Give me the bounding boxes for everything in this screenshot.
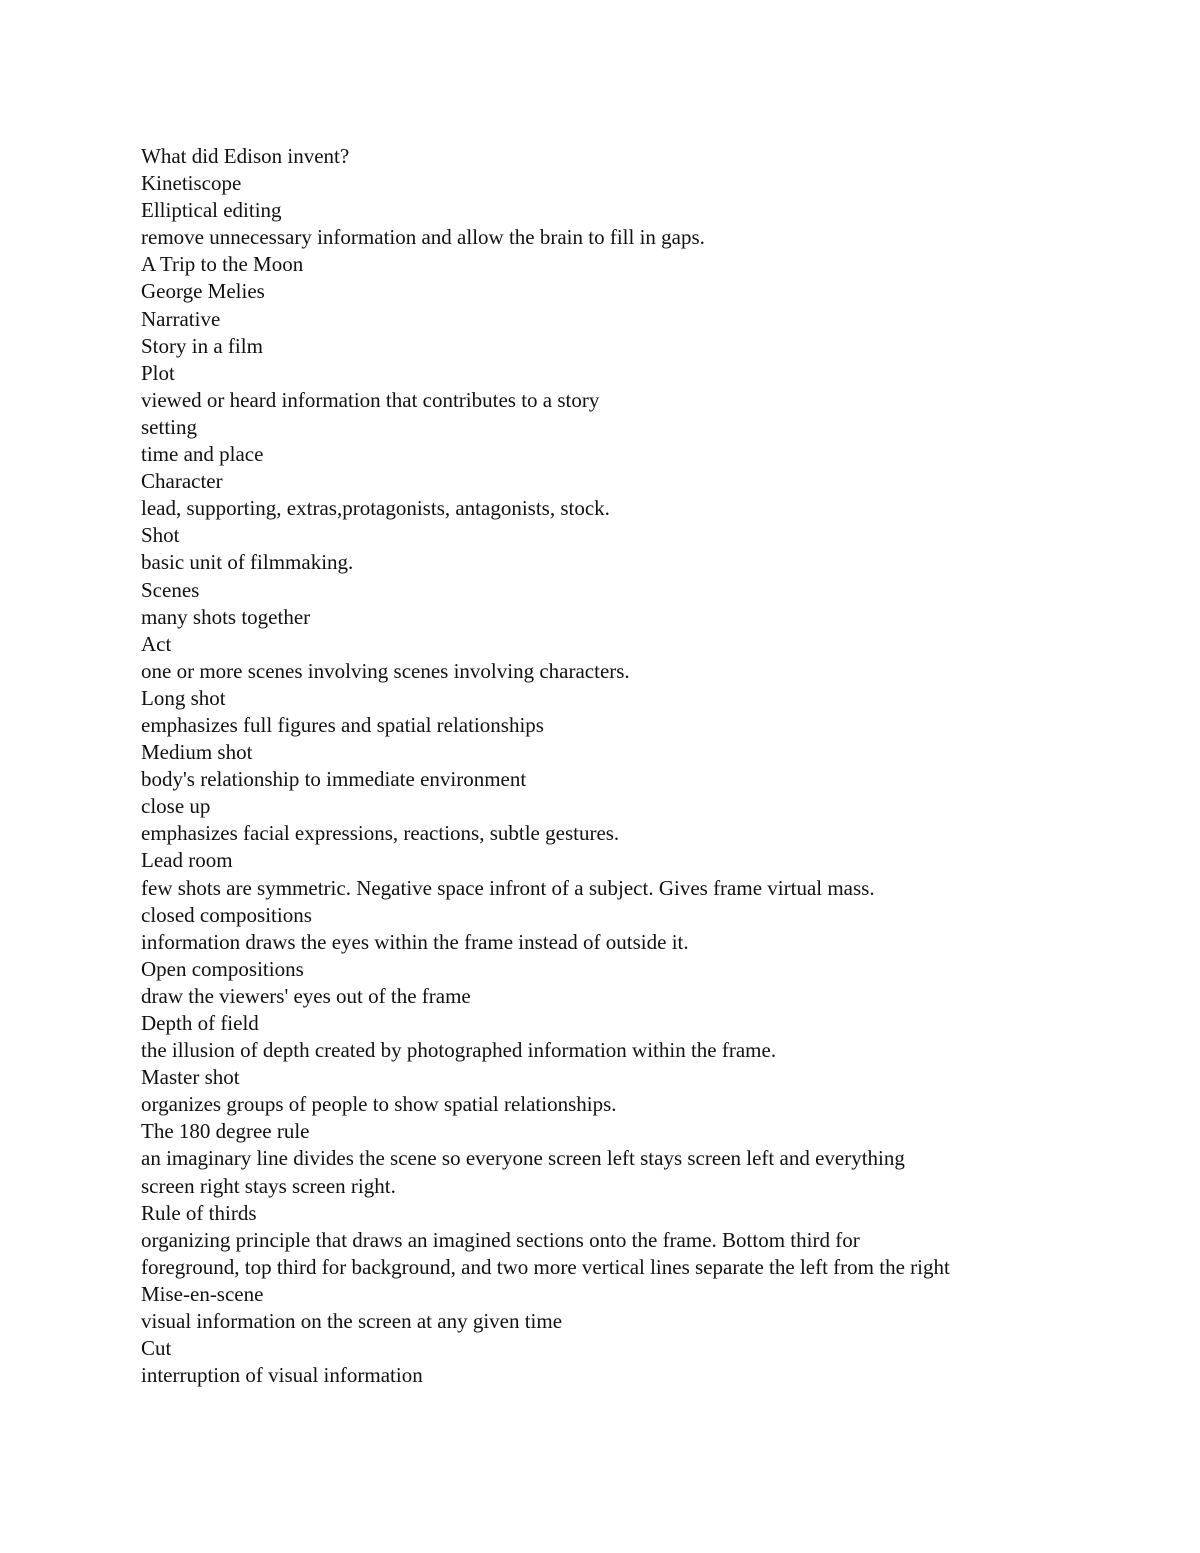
term-line: Mise-en-scene — [141, 1281, 264, 1306]
term-line: The 180 degree rule — [141, 1119, 310, 1144]
definition-line: viewed or heard information that contributes to a story — [141, 387, 600, 412]
definition-line: organizes groups of people to show spatial relationships. — [141, 1092, 617, 1117]
definition-line: information draws the eyes within the frame instead of outside it. — [141, 929, 689, 954]
definition-line: body's relationship to immediate environment — [141, 767, 527, 792]
term-line: closed compositions — [141, 902, 312, 927]
term-line: A Trip to the Moon — [141, 252, 304, 277]
definition-line: one or more scenes involving scenes involving characters. — [141, 658, 630, 683]
term-line: Act — [141, 631, 172, 656]
definition-line: George Melies — [141, 279, 265, 304]
definition-line: interruption of visual information — [141, 1363, 423, 1388]
definition-line: visual information on the screen at any given time — [141, 1309, 563, 1334]
definition-line: remove unnecessary information and allow the brain to fill in gaps. — [141, 225, 705, 250]
term-line: Elliptical editing — [141, 198, 282, 223]
term-line: Master shot — [141, 1065, 240, 1090]
definition-line: the illusion of depth created by photographed information within the frame. — [141, 1038, 777, 1063]
term-line: Depth of field — [141, 1011, 259, 1035]
term-line: Rule of thirds — [141, 1200, 257, 1225]
definition-line: basic unit of filmmaking. — [141, 550, 354, 575]
term-line: Scenes — [141, 577, 200, 602]
definition-line: organizing principle that draws an imagined sections onto the frame. Bottom third for — [141, 1227, 860, 1252]
term-line: Long shot — [141, 685, 226, 710]
term-line: Plot — [141, 360, 175, 385]
term-line: setting — [141, 414, 197, 439]
definition-line: Story in a film — [141, 333, 263, 358]
definition-line: time and place — [141, 442, 264, 467]
term-line: close up — [141, 794, 211, 819]
term-line: Narrative — [141, 306, 221, 331]
term-line: Lead room — [141, 848, 233, 873]
term-line: Medium shot — [141, 740, 253, 765]
document-body — [141, 143, 1081, 1389]
question-line: What did Edison invent? — [141, 144, 350, 168]
definition-line: lead, supporting, extras,protagonists, antagonists, stock. — [141, 496, 610, 521]
definition-line: draw the viewers' eyes out of the frame — [141, 983, 471, 1008]
definition-line: emphasizes full figures and spatial relationships — [141, 712, 544, 737]
term-line: Open compositions — [141, 956, 304, 981]
definition-line: emphasizes facial expressions, reactions, subtle gestures. — [141, 821, 620, 846]
answer-line: Kinetiscope — [141, 171, 242, 196]
definition-line: foreground, top third for background, and two more vertical lines separate the left from the right — [141, 1254, 950, 1279]
term-line: Shot — [141, 523, 180, 548]
definition-line: many shots together — [141, 604, 311, 629]
term-line: Character — [141, 469, 223, 494]
term-line: Cut — [141, 1336, 172, 1361]
definition-line: few shots are symmetric. Negative space infront of a subject. Gives frame virtual mass. — [141, 875, 875, 900]
definition-line: an imaginary line divides the scene so everyone screen left stays screen left and everything — [141, 1146, 905, 1171]
definition-line: screen right stays screen right. — [141, 1173, 396, 1198]
